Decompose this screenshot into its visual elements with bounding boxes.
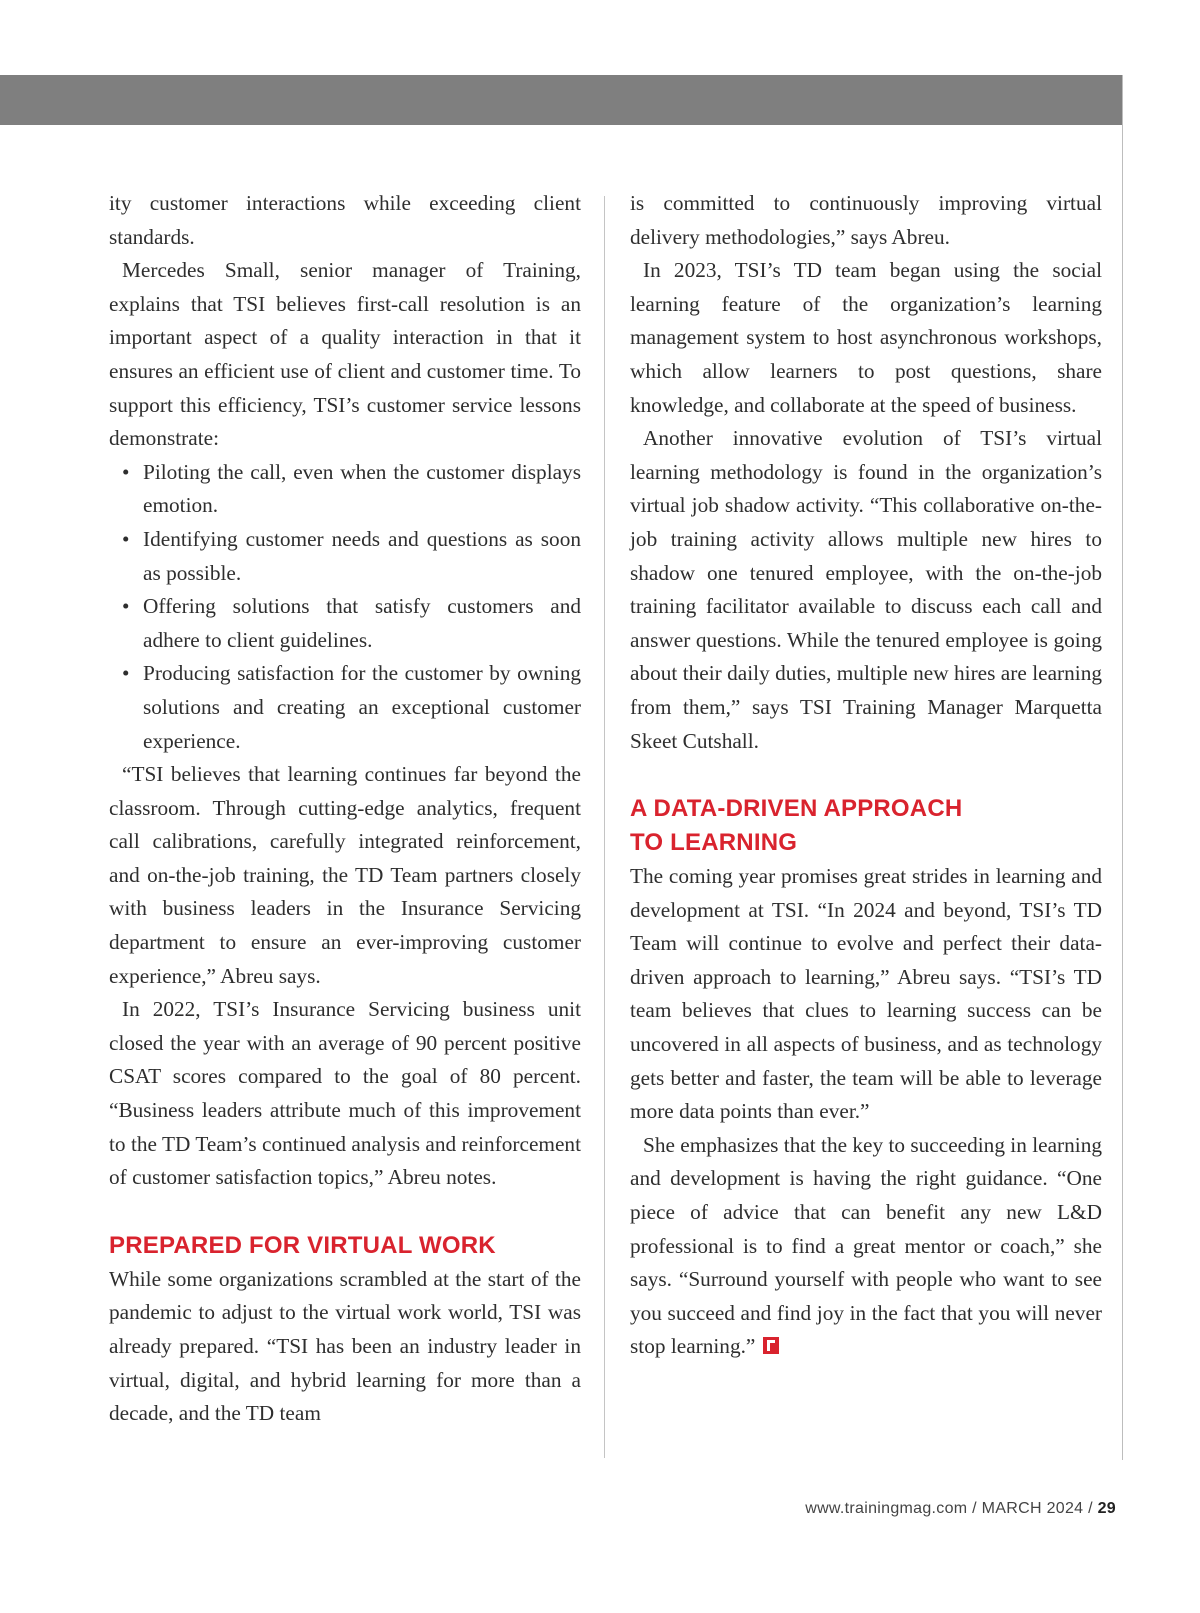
top-gray-bar (0, 75, 1123, 125)
left-column (109, 187, 581, 1431)
paragraph: “TSI believes that learning continues far beyond the classroom. Through cutting-edge analytics, frequent call calibrations, carefully integrated reinforcement, and on-the-job training, the TD Team partners closely with business leaders in the Insurance Servicing department to ensure an ever-improving customer experience,” Abreu says. (109, 762, 581, 988)
section-heading-line: A DATA-DRIVEN APPROACH (630, 795, 963, 823)
page-number: 29 (1097, 1500, 1116, 1517)
paragraph: Mercedes Small, senior manager of Training, explains that TSI believes first-call resolution is an important aspect of a quality interaction in that it ensures an efficient use of client and customer time. To support this efficiency, TSI’s customer service lessons demonstrate: (109, 258, 581, 451)
section-heading-line: TO LEARNING (630, 829, 798, 857)
paragraph: ity customer interactions while exceeding client standards. (109, 191, 581, 249)
training-end-mark-icon (763, 1337, 779, 1354)
page-edge-rule (1122, 75, 1123, 1460)
bullet-list (109, 456, 581, 758)
column-divider (604, 196, 605, 1458)
paragraph-text: She emphasizes that the key to succeeding in learning and development is having the right guidance. “One piece of advice that can benefit any new L&D professional is to find a great mentor or coach,” she says. “Surround yourself with people who want to see you succeed and find joy in the fact that you will never stop learning.” (630, 1132, 1102, 1359)
section-heading (630, 792, 1102, 860)
paragraph: Another innovative evolution of TSI’s virtual learning methodology is found in the organization’s virtual job shadow activity. “This collaborative on-the-job training activity allows multiple new hires to shadow one tenured employee, with the on-the-job training facilitator available to discuss each call and answer questions. While the tenured employee is going about their daily duties, multiple new hires are learning from them,” says TSI Training Manager Marquetta Skeet Cutshall. (630, 426, 1102, 753)
paragraph: In 2022, TSI’s Insurance Servicing business unit closed the year with an average of 90 percent positive CSAT scores compared to the goal of 80 percent. “Business leaders attribute much of this improvement to the TD Team’s continued analysis and reinforcement of customer satisfaction topics,” Abreu notes. (109, 997, 581, 1190)
paragraph: While some organizations scrambled at the start of the pandemic to adjust to the virtual work world, TSI was already prepared. “TSI has been an industry leader in virtual, digital, and hybrid learning for more than a decade, and the TD team (109, 1266, 581, 1426)
paragraph (630, 1129, 1102, 1364)
footer-url-date: www.trainingmag.com / MARCH 2024 / (805, 1500, 1098, 1517)
paragraph: The coming year promises great strides in learning and development at TSI. “In 2024 and beyond, TSI’s TD Team will continue to evolve and perfect their data-driven approach to learning,” Abreu says. “TSI’s TD team believes that clues to learning success can be uncovered in all aspects of business, and as technology gets better and faster, the team will be able to leverage more data points than ever.” (630, 864, 1102, 1124)
section-heading-text: PREPARED FOR VIRTUAL WORK (109, 1231, 496, 1259)
bullet-item: • Identifying customer needs and questions as soon as possible. (109, 523, 581, 590)
paragraph: In 2023, TSI’s TD team began using the social learning feature of the organization’s learning management system to host asynchronous workshops, which allow learners to post questions, share knowledge, and collaborate at the speed of business. (630, 258, 1102, 417)
bullet-item: • Producing satisfaction for the customer by owning solutions and creating an exceptional customer experience. (109, 657, 581, 758)
right-column (630, 187, 1102, 1364)
bullet-item: • Offering solutions that satisfy customers and adhere to client guidelines. (109, 590, 581, 657)
section-heading (109, 1229, 581, 1263)
page-footer (805, 1500, 1116, 1518)
paragraph: is committed to continuously improving virtual delivery methodologies,” says Abreu. (630, 191, 1102, 249)
bullet-item: • Piloting the call, even when the customer displays emotion. (109, 456, 581, 523)
